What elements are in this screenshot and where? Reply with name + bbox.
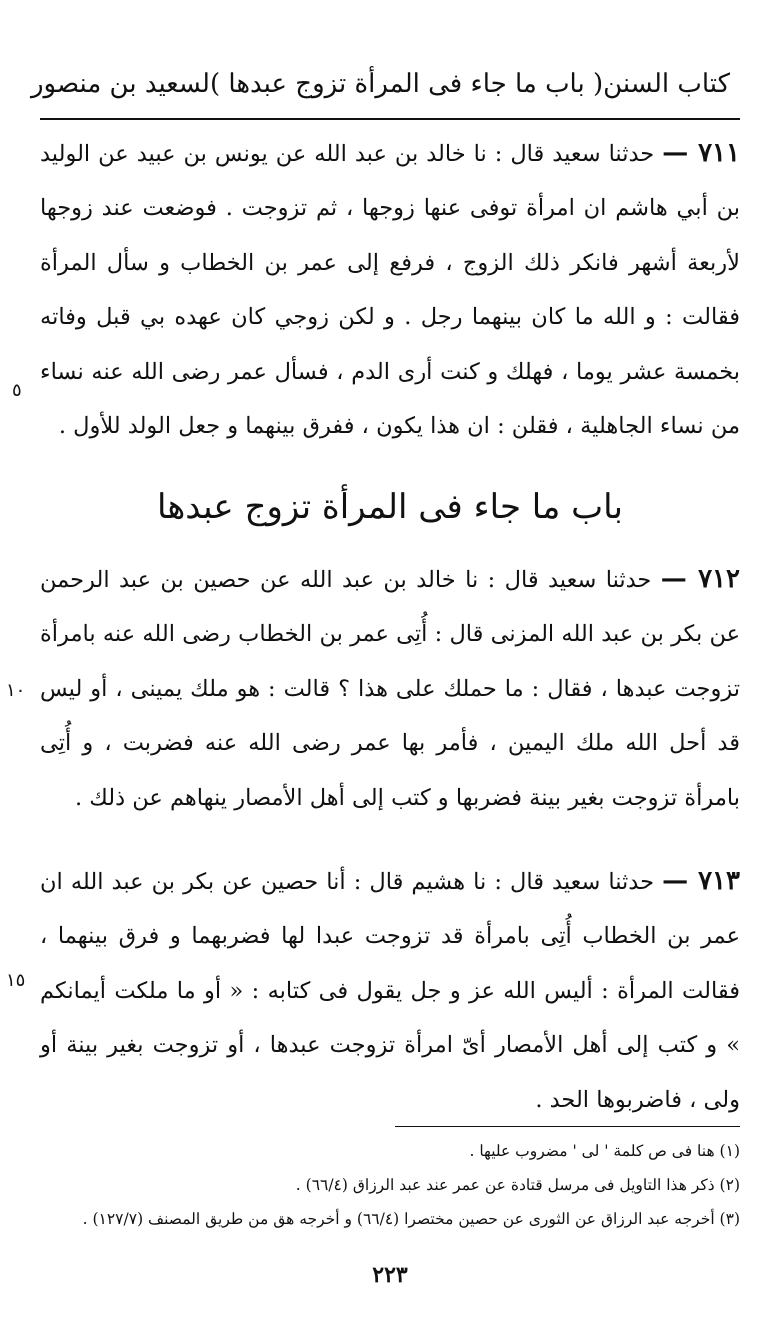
hadith-number: ٧١١ — xyxy=(662,138,740,168)
footnote-1: (١) هنا فى ص كلمة ' لى ' مضروب عليها . xyxy=(469,1142,740,1160)
header-book-title: كتاب السنن xyxy=(603,69,730,99)
footnote-rule xyxy=(395,1126,740,1127)
page-number: ٢٢٣ xyxy=(372,1262,408,1288)
hadith-713 xyxy=(40,854,740,1127)
hadith-number: ٧١٢ — xyxy=(660,564,740,594)
header-author: لسعيد بن منصور xyxy=(30,69,210,99)
section-heading: باب ما جاء فى المرأة تزوج عبدها xyxy=(157,487,623,527)
footnotes xyxy=(40,1134,740,1236)
hadith-711 xyxy=(40,126,740,453)
hadith-text: حدثنا سعيد قال : نا هشيم قال : أنا حصين عن بكر بن عبد الله ان عمر بن الخطاب أُتِى بامرأة قد تزوجت عبدا لها فضربهما و فرق بينهما ، فقالت المرأة : أليس الله عز و جل يقول فى كتابه : « أو ما ملكت أيمانكم » و كتب إلى أهل الأمصار أىّ امرأة تزوجت عبدها ، أو تزوجت بغير بينة أو ولى ، فاضربوها الحد . xyxy=(40,869,740,1113)
footnote-3: (٣) أخرجه عبد الرزاق عن الثورى عن حصين مختصرا (٦٦/٤) و أخرجه هق من طريق المصنف (١٢٧/٧) . xyxy=(82,1210,740,1228)
margin-line-number: ٥ xyxy=(12,380,22,401)
header-chapter-title: ( باب ما جاء فى المرأة تزوج عبدها ) xyxy=(209,69,604,99)
hadith-712 xyxy=(40,552,740,825)
footnote-2: (٢) ذكر هذا التاويل فى مرسل قتادة عن عمر عند عبد الرزاق (٦٦/٤) . xyxy=(295,1176,740,1194)
margin-line-number: ١٠ xyxy=(6,680,26,701)
hadith-text: حدثنا سعيد قال : نا خالد بن عبد الله عن حصين بن عبد الرحمن عن بكر بن عبد الله المزنى قال : أُتِى عمر بن الخطاب رضى الله عنه بامرأة تزوجت عبدها ، فقال : ما حملك على هذا ؟ قالت : هو ملك يمينى ، أو ليس قد أحل الله ملك اليمين ، فأمر بها عمر رضى الله عنه فضربت ، و أُتِى بامرأة تزوجت بغير بينة فضربها و كتب إلى أهل الأمصار ينهاهم عن ذلك . xyxy=(40,567,740,811)
hadith-number: ٧١٣ — xyxy=(662,866,740,896)
header-rule xyxy=(40,118,740,120)
margin-line-number: ١٥ xyxy=(6,970,26,991)
running-header xyxy=(30,60,730,108)
hadith-text: حدثنا سعيد قال : نا خالد بن عبد الله عن يونس بن عبيد عن الوليد بن أبي هاشم ان امرأة توفى عنها زوجها ، ثم تزوجت . فوضعت عند زوجها لأربعة أشهر فانكر ذلك الزوج ، فرفع إلى عمر بن الخطاب و سأل المرأة فقالت : و الله ما كان بينهما رجل . و لكن زوجي كان عهده بي قبل وفاته بخمسة عشر يوما ، فهلك و كنت أرى الدم ، فسأل عمر رضى الله عنه نساء من نساء الجاهلية ، فقلن : ان هذا يكون ، ففرق بينهما و جعل الولد للأول . xyxy=(40,141,740,440)
